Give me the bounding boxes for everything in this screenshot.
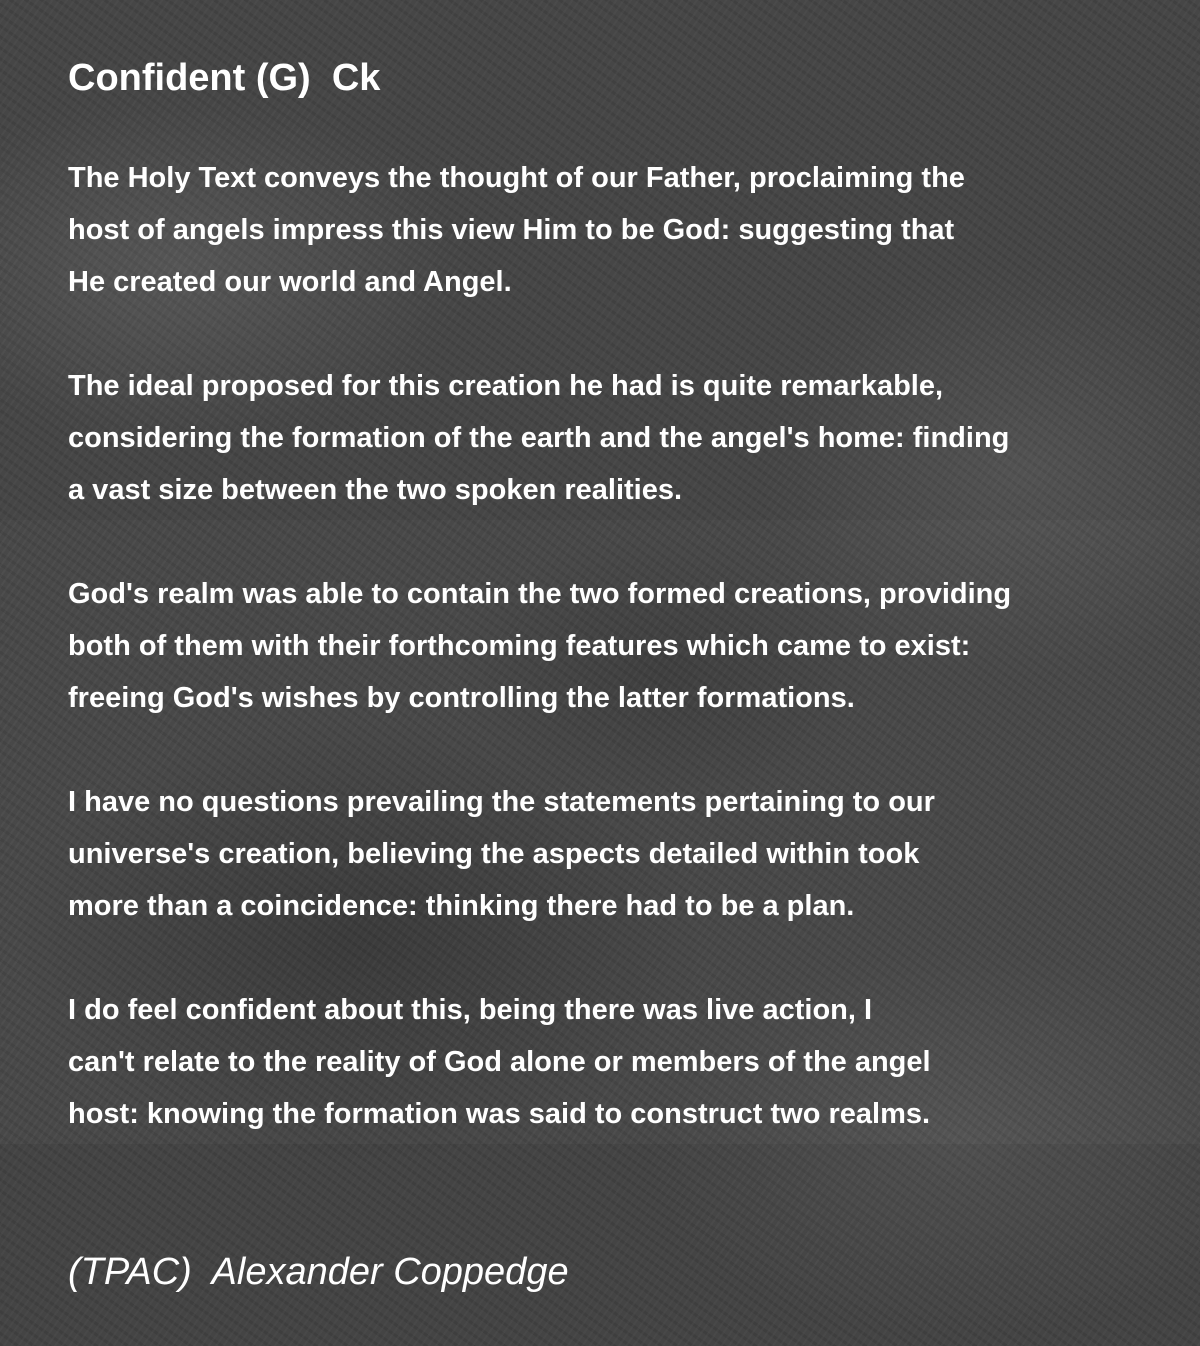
poem-title: Confident (G) Ck: [68, 57, 381, 99]
poem-line: host: knowing the formation was said to construct two realms.: [68, 1098, 931, 1130]
poem-line: God's realm was able to contain the two formed creations, providing: [68, 578, 1012, 610]
poem-line: The ideal proposed for this creation he had is quite remarkable,: [68, 370, 944, 402]
poem-line: I do feel confident about this, being there was live action, I: [68, 994, 873, 1026]
poem-line: considering the formation of the earth and the angel's home: finding: [68, 422, 1010, 454]
poem-line: I have no questions prevailing the statements pertaining to our: [68, 786, 935, 818]
poem-body: [68, 152, 1168, 1140]
poem-line: freeing God's wishes by controlling the latter formations.: [68, 682, 855, 714]
poem-line: The Holy Text conveys the thought of our Father, proclaiming the: [68, 162, 965, 194]
poem-stanza: [68, 984, 1168, 1140]
poem-line: a vast size between the two spoken realities.: [68, 474, 683, 506]
poem-line: He created our world and Angel.: [68, 266, 512, 298]
poem-stanza: [68, 360, 1168, 516]
background-band-bottom: [0, 1144, 1200, 1346]
poem-author: (TPAC) Alexander Coppedge: [68, 1251, 569, 1293]
poem-line: both of them with their forthcoming features which came to exist:: [68, 630, 971, 662]
poem-stanza: [68, 568, 1168, 724]
poem-stanza: [68, 152, 1168, 308]
poem-stanza: [68, 776, 1168, 932]
poem-line: host of angels impress this view Him to be God: suggesting that: [68, 214, 955, 246]
poem-line: can't relate to the reality of God alone or members of the angel: [68, 1046, 931, 1078]
poem-line: universe's creation, believing the aspects detailed within took: [68, 838, 920, 870]
poem-line: more than a coincidence: thinking there had to be a plan.: [68, 890, 855, 922]
